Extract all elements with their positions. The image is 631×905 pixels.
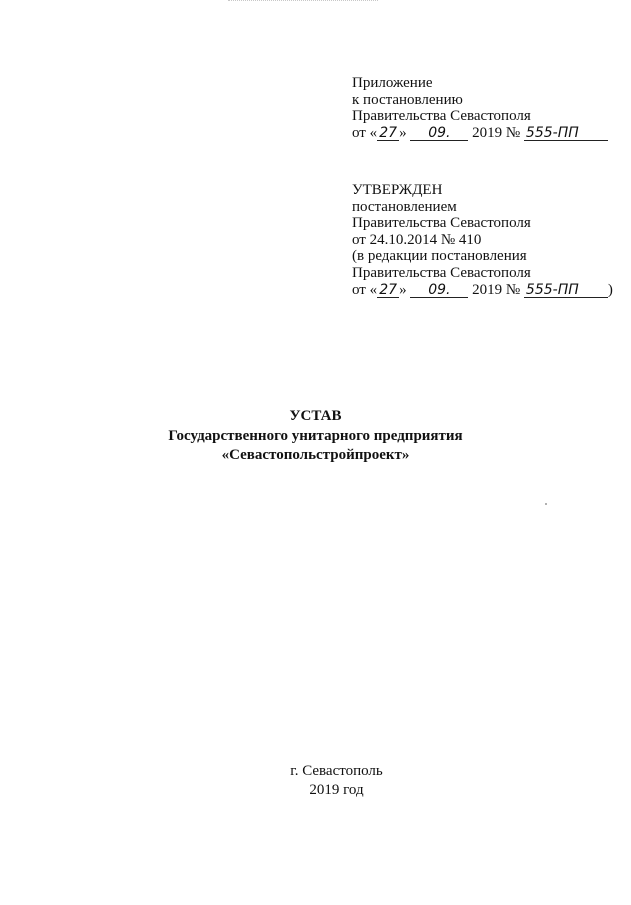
approval-original-decree: от 24.10.2014 № 410 (352, 231, 482, 248)
date-prefix: от « (352, 281, 378, 298)
handwritten-decree-number: 555-ПП (524, 126, 608, 141)
approval-authority: Правительства Севастополя (352, 215, 531, 232)
title-enterprise-name: «Севастопольстройпроект» (221, 447, 410, 463)
date-quote-close: » (399, 281, 407, 298)
year-number-label: 2019 № (472, 281, 521, 298)
footer-year: 2019 год (309, 782, 364, 798)
handwritten-day: 27 (377, 126, 399, 141)
approval-block (352, 182, 613, 298)
appendix-heading: Приложение (352, 75, 433, 91)
title-charter: УСТАВ (289, 408, 342, 424)
date-prefix: от « (352, 124, 378, 141)
year-number-label: 2019 № (472, 124, 521, 141)
scan-artifact (228, 0, 378, 4)
appendix-block (352, 75, 608, 141)
handwritten-decree-number: 555-ПП (524, 283, 608, 298)
approval-date-line (352, 282, 613, 299)
appendix-reference: к постановлению (352, 91, 463, 108)
handwritten-day: 27 (377, 283, 399, 298)
scan-speck (545, 503, 547, 505)
footer-city: г. Севастополь (290, 763, 383, 779)
title-enterprise-type: Государственного унитарного предприятия (168, 427, 463, 444)
approval-revision-note: (в редакции постановления (352, 248, 527, 265)
document-title (0, 407, 631, 466)
approval-heading: УТВЕРЖДЕН (352, 182, 443, 198)
approval-revision-authority: Правительства Севастополя (352, 264, 531, 281)
handwritten-month: 09. (410, 283, 468, 298)
approval-by: постановлением (352, 198, 457, 215)
appendix-authority: Правительства Севастополя (352, 108, 531, 125)
date-quote-close: » (399, 124, 407, 141)
closing-paren: ) (607, 281, 613, 298)
handwritten-month: 09. (410, 126, 468, 141)
document-footer (42, 762, 631, 800)
appendix-date-line (352, 125, 608, 142)
